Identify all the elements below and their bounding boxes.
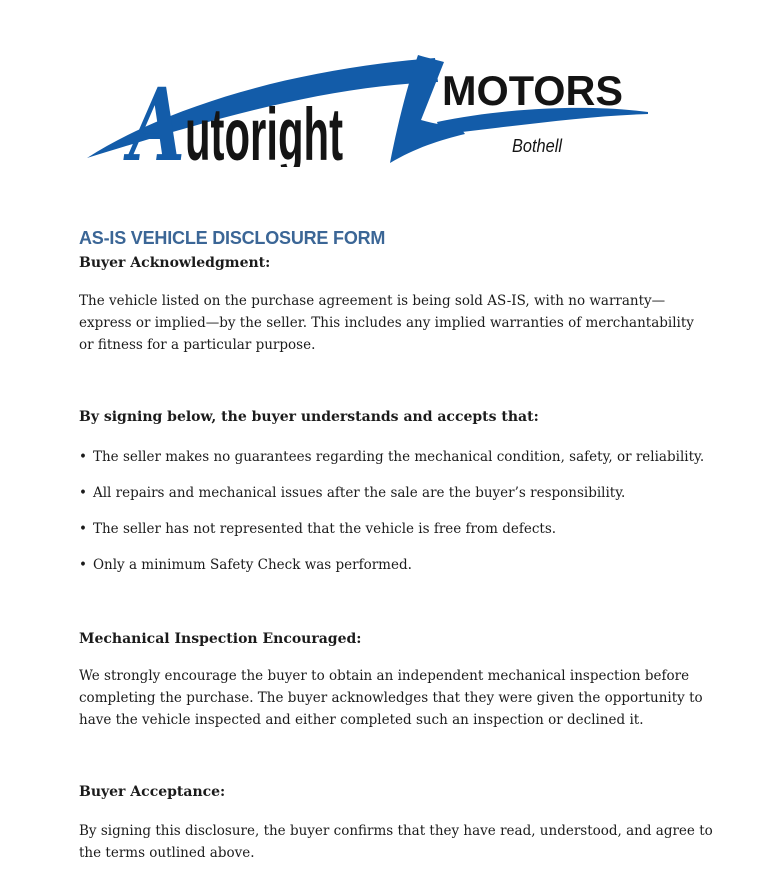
logo-brand-name: utoright bbox=[185, 93, 343, 167]
logo-motors-wordmark: MOTORS bbox=[442, 67, 623, 114]
bullet-marker-icon: • bbox=[79, 449, 87, 465]
bullet-item bbox=[79, 518, 769, 540]
section-heading-acceptance: Buyer Acceptance: bbox=[79, 784, 226, 800]
section-heading-buyer-acknowledgment: Buyer Acknowledgment: bbox=[79, 255, 271, 271]
dealership-logo bbox=[85, 42, 660, 167]
paragraph-acceptance: By signing this disclosure, the buyer confirms that they have read, understood, and agree to the terms outlined above. bbox=[79, 823, 713, 861]
bullet-text: The seller makes no guarantees regarding the mechanical condition, safety, or reliability. bbox=[92, 449, 705, 465]
bullet-marker-icon: • bbox=[79, 557, 87, 573]
page-title: AS-IS VEHICLE DISCLOSURE FORM bbox=[79, 228, 386, 248]
paragraph-buyer-acknowledgment: The vehicle listed on the purchase agreement is being sold AS-IS, with no warranty— express or implied—by the seller. This includes any implied warranties of merchantability or fitness for a particular purpose. bbox=[79, 293, 694, 353]
terms-bullet-list bbox=[79, 446, 769, 590]
bullet-item bbox=[79, 554, 769, 576]
bullet-text: All repairs and mechanical issues after the sale are the buyer’s responsibility. bbox=[92, 485, 626, 501]
section-heading-inspection: Mechanical Inspection Encouraged: bbox=[79, 631, 362, 647]
bullet-marker-icon: • bbox=[79, 521, 87, 537]
bullet-marker-icon: • bbox=[79, 485, 87, 501]
section-heading-terms: By signing below, the buyer understands and accepts that: bbox=[79, 409, 539, 425]
dealership-logo-graphic bbox=[85, 42, 660, 167]
bullet-text: Only a minimum Safety Check was performed. bbox=[92, 557, 412, 573]
paragraph-inspection: We strongly encourage the buyer to obtain an independent mechanical inspection before completing the purchase. The buyer acknowledges that they were given the opportunity to have the vehicle inspected and either completed such an inspection or declined it. bbox=[79, 668, 703, 728]
logo-location-label: Bothell bbox=[512, 136, 563, 156]
logo-brand-initial: A bbox=[123, 66, 185, 167]
bullet-item bbox=[79, 482, 769, 504]
bullet-item bbox=[79, 446, 769, 468]
bullet-text: The seller has not represented that the vehicle is free from defects. bbox=[92, 521, 557, 537]
